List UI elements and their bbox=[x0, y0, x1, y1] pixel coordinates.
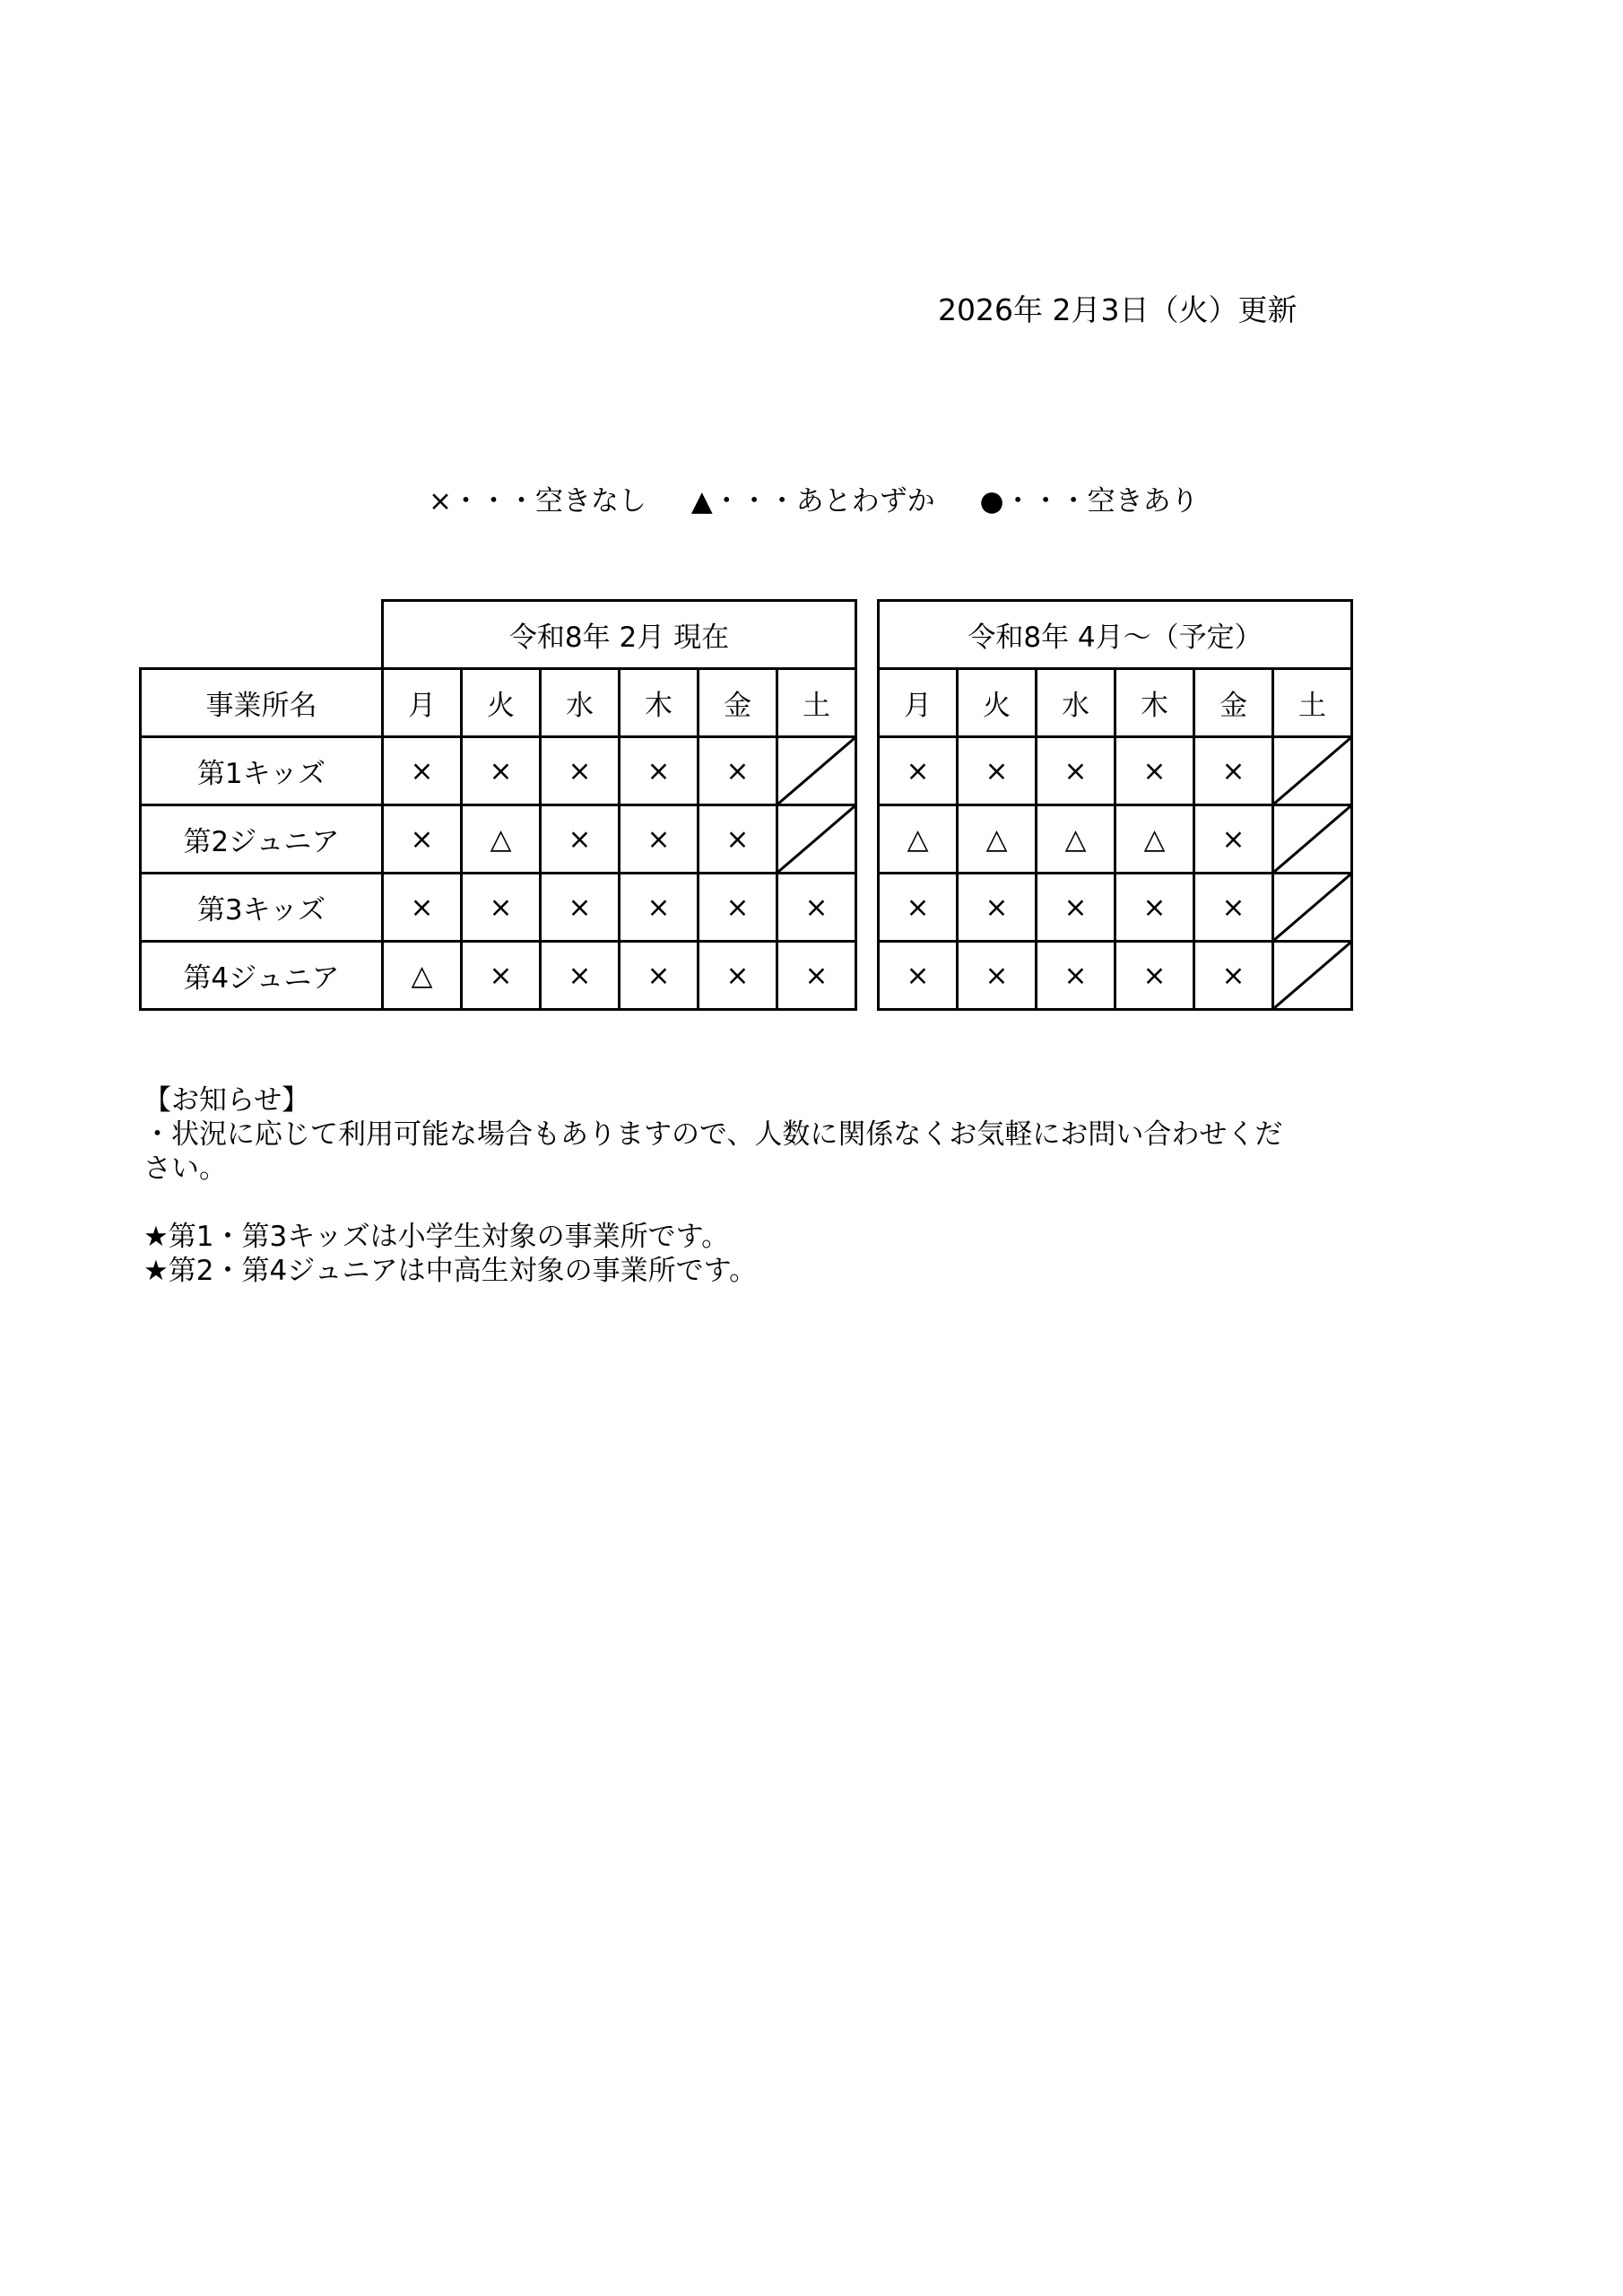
day-header: 土 bbox=[777, 669, 856, 737]
office-header: 事業所名 bbox=[141, 669, 383, 737]
availability-cell: × bbox=[777, 874, 856, 942]
notice-star-junior: ★第2・第4ジュニアは中高生対象の事業所です。 bbox=[143, 1255, 758, 1287]
legend-item-full: ×・・・空きなし bbox=[429, 485, 647, 517]
availability-cell: × bbox=[383, 805, 462, 874]
availability-cell: × bbox=[541, 874, 620, 942]
day-header: 木 bbox=[1115, 669, 1194, 737]
availability-cell: × bbox=[1037, 874, 1115, 942]
availability-cell: × bbox=[1194, 874, 1273, 942]
availability-cell: × bbox=[958, 737, 1037, 805]
availability-cell: × bbox=[462, 942, 541, 1010]
period-row bbox=[879, 601, 1352, 669]
schedule-table-future bbox=[877, 599, 1353, 1011]
availability-cell: × bbox=[879, 737, 958, 805]
availability-cell: × bbox=[383, 874, 462, 942]
availability-cell: △ bbox=[462, 805, 541, 874]
availability-cell: × bbox=[1115, 737, 1194, 805]
table-row bbox=[141, 942, 856, 1010]
availability-cell: × bbox=[1037, 737, 1115, 805]
closed-cell bbox=[1273, 942, 1352, 1010]
day-header-row bbox=[879, 669, 1352, 737]
closed-cell bbox=[777, 805, 856, 874]
day-header: 土 bbox=[1273, 669, 1352, 737]
schedule-table-current bbox=[139, 599, 857, 1011]
availability-cell: △ bbox=[879, 805, 958, 874]
closed-cell bbox=[1273, 874, 1352, 942]
office-name: 第3キッズ bbox=[141, 874, 383, 942]
notice-section bbox=[143, 1083, 1309, 1288]
availability-cell: × bbox=[383, 737, 462, 805]
table-row bbox=[879, 805, 1352, 874]
availability-cell: × bbox=[620, 874, 699, 942]
notice-heading: 【お知らせ】 bbox=[143, 1084, 310, 1117]
availability-cell: × bbox=[1037, 942, 1115, 1010]
period-current-header: 令和8年 2月 現在 bbox=[383, 601, 856, 669]
day-header: 火 bbox=[958, 669, 1037, 737]
updated-date: 2026年 2月3日（火）更新 bbox=[938, 292, 1298, 327]
availability-cell: △ bbox=[1037, 805, 1115, 874]
notice-body: ・状況に応じて利用可能な場合もありますので、人数に関係なくお気軽にお問い合わせください。 bbox=[143, 1118, 1283, 1185]
availability-cell: × bbox=[1194, 805, 1273, 874]
day-header: 火 bbox=[462, 669, 541, 737]
closed-cell bbox=[1273, 805, 1352, 874]
availability-cell: △ bbox=[383, 942, 462, 1010]
availability-cell: △ bbox=[1115, 805, 1194, 874]
availability-cell: × bbox=[620, 942, 699, 1010]
availability-cell: × bbox=[699, 737, 777, 805]
availability-cell: × bbox=[958, 942, 1037, 1010]
day-header: 水 bbox=[1037, 669, 1115, 737]
closed-cell bbox=[1273, 737, 1352, 805]
table-row bbox=[141, 737, 856, 805]
day-header: 木 bbox=[620, 669, 699, 737]
availability-cell: × bbox=[462, 874, 541, 942]
availability-cell: × bbox=[879, 942, 958, 1010]
availability-cell: × bbox=[1115, 874, 1194, 942]
table-row bbox=[879, 942, 1352, 1010]
availability-cell: × bbox=[1194, 737, 1273, 805]
availability-cell: × bbox=[699, 942, 777, 1010]
day-header: 金 bbox=[1194, 669, 1273, 737]
office-name: 第1キッズ bbox=[141, 737, 383, 805]
availability-cell: × bbox=[462, 737, 541, 805]
day-header-row bbox=[141, 669, 856, 737]
legend bbox=[429, 478, 1235, 518]
availability-cell: × bbox=[1115, 942, 1194, 1010]
availability-cell: × bbox=[541, 942, 620, 1010]
legend-item-few: ▲・・・あとわずか bbox=[690, 485, 935, 517]
day-header: 金 bbox=[699, 669, 777, 737]
closed-cell bbox=[777, 737, 856, 805]
availability-cell: × bbox=[1194, 942, 1273, 1010]
table-row bbox=[141, 874, 856, 942]
availability-cell: × bbox=[620, 737, 699, 805]
period-row bbox=[141, 601, 856, 669]
availability-cell: × bbox=[699, 874, 777, 942]
legend-item-available: ●・・・空きあり bbox=[979, 485, 1199, 517]
availability-cell: × bbox=[879, 874, 958, 942]
empty-corner bbox=[141, 601, 383, 669]
availability-cell: △ bbox=[958, 805, 1037, 874]
period-future-header: 令和8年 4月～（予定） bbox=[879, 601, 1352, 669]
office-name: 第2ジュニア bbox=[141, 805, 383, 874]
availability-cell: × bbox=[541, 737, 620, 805]
notice-star-kids: ★第1・第3キッズは小学生対象の事業所です。 bbox=[143, 1221, 730, 1253]
table-row bbox=[879, 874, 1352, 942]
day-header: 月 bbox=[383, 669, 462, 737]
office-name: 第4ジュニア bbox=[141, 942, 383, 1010]
day-header: 月 bbox=[879, 669, 958, 737]
availability-cell: × bbox=[541, 805, 620, 874]
day-header: 水 bbox=[541, 669, 620, 737]
availability-cell: × bbox=[777, 942, 856, 1010]
table-row bbox=[879, 737, 1352, 805]
table-row bbox=[141, 805, 856, 874]
availability-cell: × bbox=[620, 805, 699, 874]
availability-cell: × bbox=[958, 874, 1037, 942]
availability-cell: × bbox=[699, 805, 777, 874]
